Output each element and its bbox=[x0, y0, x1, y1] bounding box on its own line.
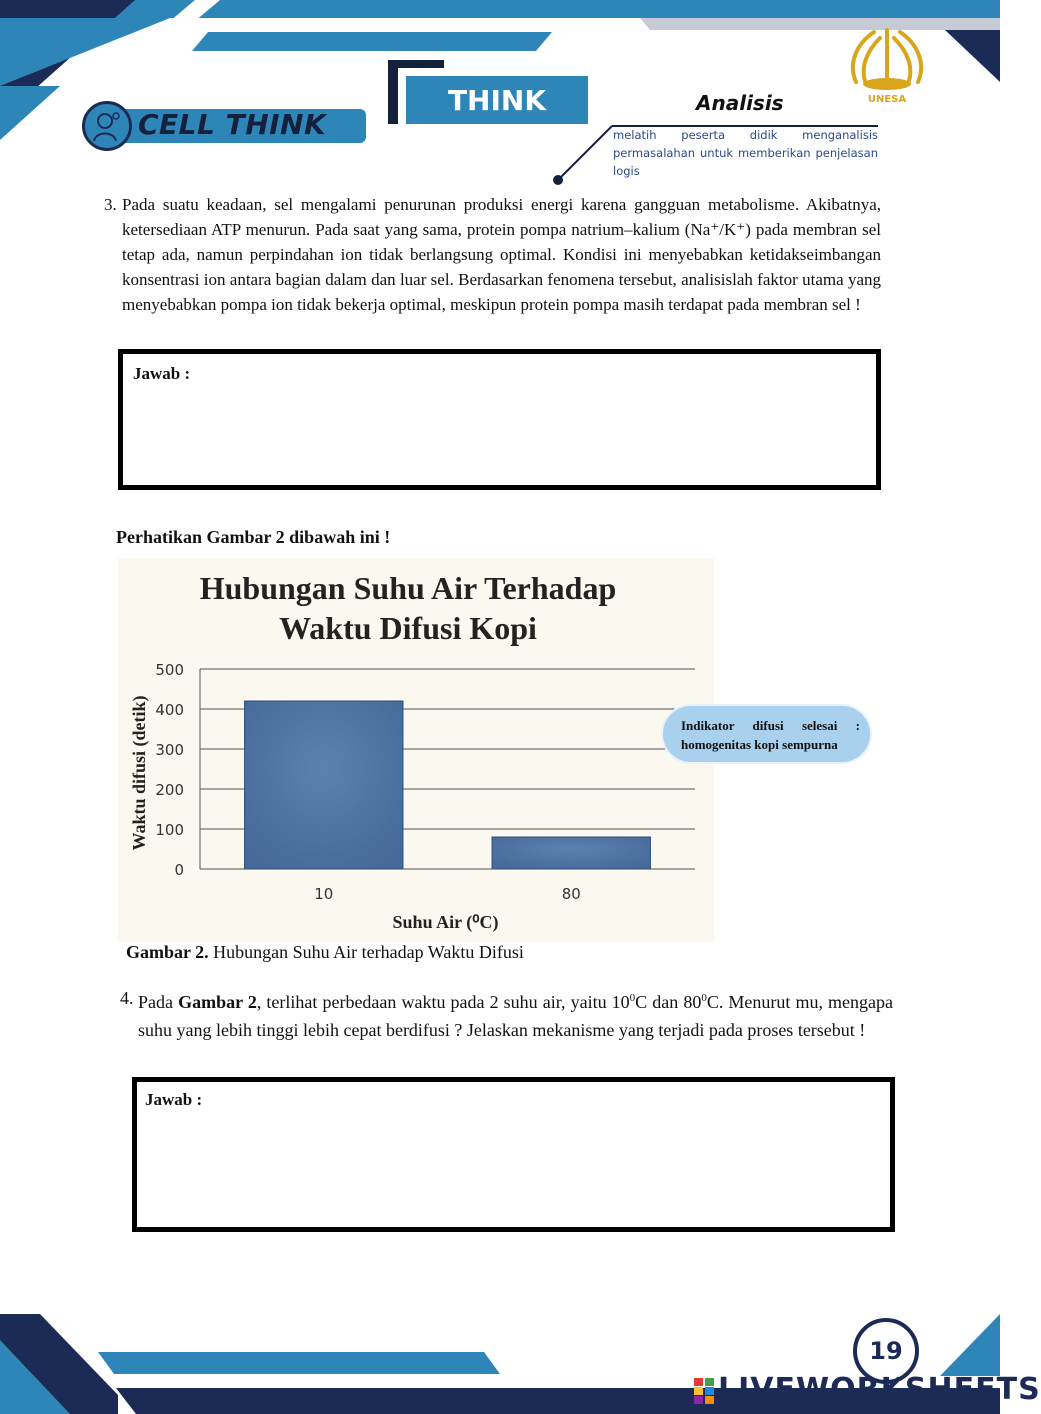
bar-80 bbox=[492, 837, 650, 869]
y-tick-label-300: 300 bbox=[155, 741, 184, 759]
q4-degree-1: 0 bbox=[629, 992, 636, 1004]
y-tick-label-400: 400 bbox=[155, 701, 184, 719]
y-axis-title: Waktu difusi (detik) bbox=[129, 695, 149, 851]
liveworksheets-logo-icon bbox=[694, 1378, 714, 1404]
y-tick-label-0: 0 bbox=[174, 861, 184, 879]
figure-intro: Perhatikan Gambar 2 dibawah ini ! bbox=[116, 527, 391, 547]
question-4-text bbox=[138, 984, 893, 1044]
chart-title-line-1: Hubungan Suhu Air Terhadap bbox=[199, 570, 617, 606]
bar-chart bbox=[118, 558, 714, 942]
question-3-number: 3. bbox=[104, 195, 117, 214]
q4-part-a: Pada bbox=[138, 992, 179, 1012]
unesa-logo bbox=[846, 22, 928, 96]
q4-degree-2: 0 bbox=[701, 992, 707, 1004]
question-3-text: Pada suatu keadaan, sel mengalami penurunan produksi energi karena gangguan metabolisme. Akibatnya, ketersediaan ATP menurun. Pada saat yang sama, protein pompa natrium–kalium (Na⁺/K⁺) pada membran sel tetap ada, namun perpindahan ion tidak berlangsung optimal. Kondisi ini menyebabkan ketidakseimbangan konsentrasi ion antara bagian dalam dan luar sel. Berdasarkan fenomena tersebut, analisislah faktor utama yang menyebabkan pompa ion tidak bekerja optimal, meskipun protein pompa masih terdapat pada membran sel ! bbox=[122, 195, 881, 314]
answer-box-4[interactable] bbox=[132, 1077, 895, 1232]
figure-caption bbox=[126, 942, 524, 963]
page-number: 19 bbox=[853, 1318, 919, 1384]
q4-part-b: , terlihat perbedaan waktu pada 2 suhu air, yaitu 10 bbox=[256, 992, 630, 1012]
think-label: THINK bbox=[406, 76, 588, 124]
module-title: CELL THINK bbox=[138, 108, 327, 141]
liveworksheets-watermark: LIVEWORKSHEETS bbox=[718, 1372, 1041, 1407]
bar-10 bbox=[245, 701, 403, 869]
y-tick-label-500: 500 bbox=[155, 661, 184, 679]
unesa-logo-text: UNESA bbox=[867, 94, 907, 105]
answer-label-3: Jawab : bbox=[133, 364, 191, 383]
q4-part-d: C. Menurut mu, mengapa suhu yang lebih tinggi lebih cepat berdifusi ? Jelaskan mekanisme yang terjadi pada proses tersebut ! bbox=[138, 992, 894, 1040]
x-axis-title: Suhu Air (⁰C) bbox=[392, 912, 499, 932]
q4-figure-ref: Gambar 2 bbox=[178, 992, 257, 1012]
chart-callout: Indikator difusi selesai : homogenitas kopi sempurna bbox=[661, 704, 872, 764]
skill-title: Analisis bbox=[696, 91, 784, 115]
question-4-number: 4. bbox=[120, 988, 134, 1008]
skill-description: melatih peserta didik menganalisis permasalahan untuk memberikan penjelasan logis bbox=[613, 128, 878, 178]
y-tick-label-200: 200 bbox=[155, 781, 184, 799]
x-tick-label-80: 80 bbox=[561, 885, 581, 903]
chart-title-line-2: Waktu Difusi Kopi bbox=[279, 610, 537, 646]
answer-box-3[interactable] bbox=[118, 349, 881, 490]
q4-part-c: C dan 80 bbox=[635, 992, 702, 1012]
answer-label-4: Jawab : bbox=[145, 1090, 203, 1109]
thinking-person-icon bbox=[82, 101, 132, 151]
figure-caption-label: Gambar 2. bbox=[126, 942, 209, 962]
y-tick-label-100: 100 bbox=[155, 821, 184, 839]
x-tick-label-10: 10 bbox=[314, 885, 334, 903]
figure-caption-text: Hubungan Suhu Air terhadap Waktu Difusi bbox=[208, 942, 524, 962]
